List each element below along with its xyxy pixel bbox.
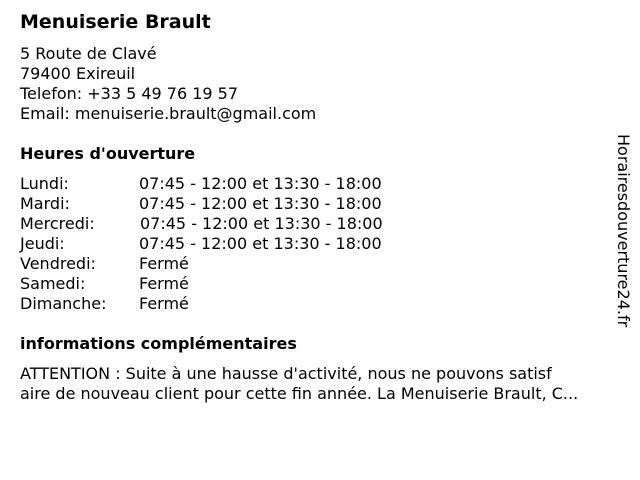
day-label: Jeudi:	[20, 234, 65, 253]
day-label: Lundi:	[20, 174, 69, 193]
day-hours: Fermé	[139, 294, 189, 313]
phone-number: Telefon: +33 5 49 76 19 57	[20, 84, 239, 103]
business-name: Menuiserie Brault	[20, 11, 211, 33]
day-hours: 07:45 - 12:00 et 13:30 - 18:00	[139, 234, 382, 253]
info-text-line: aire de nouveau client pour cette fin année. La Menuiserie Brault, C...	[20, 384, 579, 403]
day-label: Mercredi:	[20, 214, 95, 233]
day-hours: 07:45 - 12:00 et 13:30 - 18:00	[140, 214, 383, 233]
day-hours: 07:45 - 12:00 et 13:30 - 18:00	[139, 174, 382, 193]
day-label: Vendredi:	[20, 254, 96, 273]
info-text	[20, 364, 630, 404]
day-label: Mardi:	[20, 194, 70, 213]
contact-block	[20, 44, 316, 124]
day-hours: 07:45 - 12:00 et 13:30 - 18:00	[139, 194, 382, 213]
site-watermark: Horairesdouverture24.fr	[614, 134, 633, 328]
day-hours: Fermé	[139, 274, 189, 293]
day-hours: Fermé	[139, 254, 189, 273]
day-label: Dimanche:	[20, 294, 107, 313]
address-city: 79400 Exireuil	[20, 64, 136, 83]
info-heading: informations complémentaires	[20, 334, 297, 353]
hours-heading: Heures d'ouverture	[20, 144, 196, 163]
email-address: Email: menuiserie.brault@gmail.com	[20, 104, 317, 123]
info-text-line: ATTENTION : Suite à une hausse d'activité, nous ne pouvons satisf	[20, 364, 552, 383]
address-street: 5 Route de Clavé	[20, 44, 157, 63]
day-label: Samedi:	[20, 274, 86, 293]
